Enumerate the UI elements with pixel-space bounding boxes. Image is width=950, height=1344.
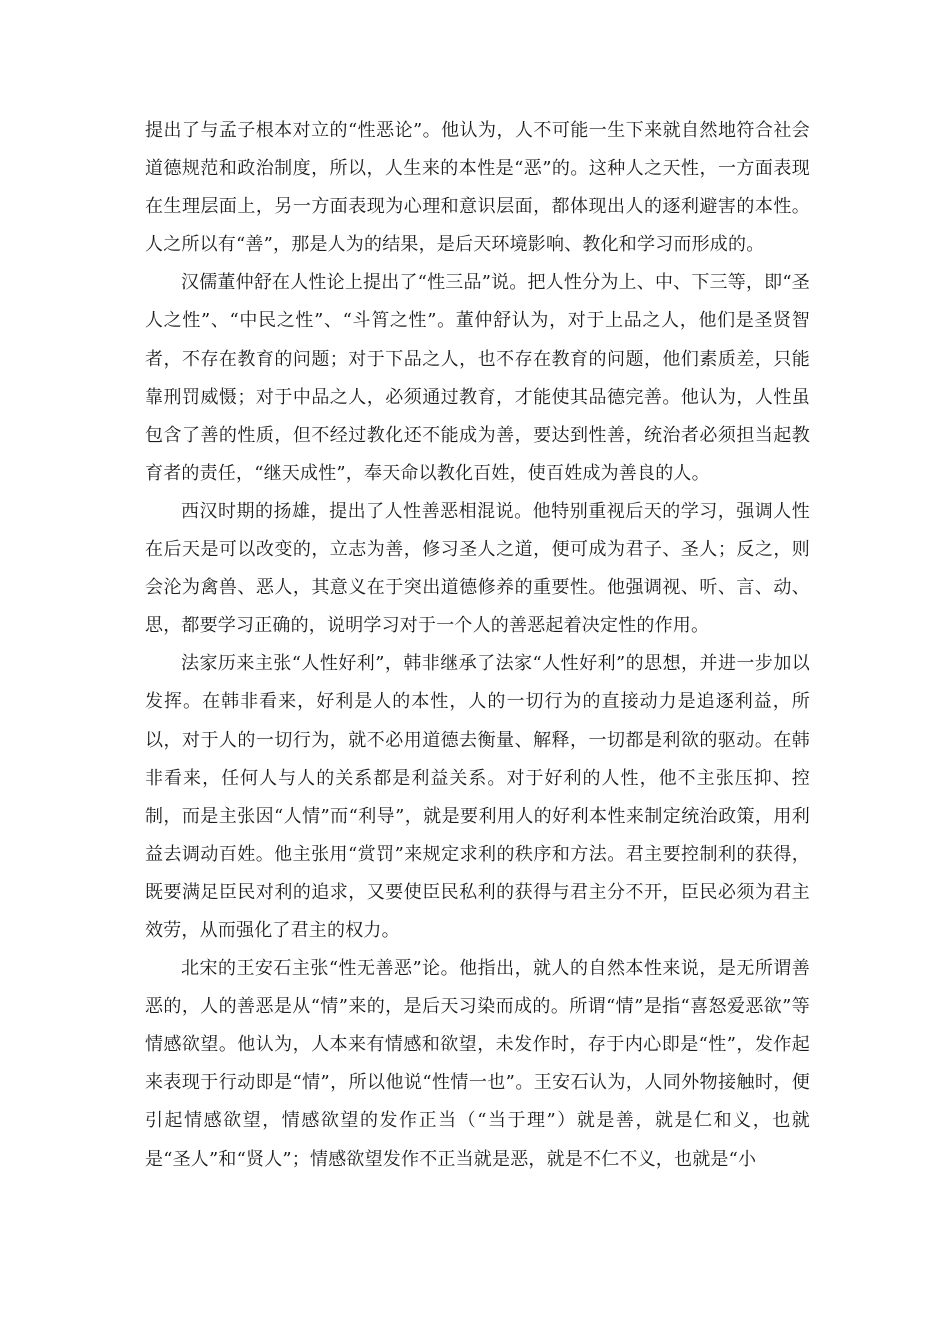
paragraph-xunzi-evil-nature: 提出了与孟子根本对立的“性恶论”。他认为，人不可能一生下来就自然地符合社会道德规范和政治制度，所以，人生来的本性是“恶”的。这种人之天性，一方面表现在生理层面上，另一方面表现为心理和意识层面，都体现出人的逐利避害的本性。人之所以有“善”，那是人为的结果，是后天环境影响、教化和学习而形成的。: [145, 120, 810, 256]
paragraph-wang-anshi: 北宋的王安石主张“性无善恶”论。他指出，就人的自然本性来说，是无所谓善恶的，人的善恶是从“情”来的，是后天习染而成的。所谓“情”是指“喜怒爱恶欲”等情感欲望。他认为，人本来有情感和欲望，未发作时，存于内心即是“性”，发作起来表现于行动即是“情”，所以他说“性情一也”。王安石认为，人同外物接触时，便引起情感欲望，情感欲望的发作正当（“当于理”）就是善，就是仁和义，也就是“圣人”和“贤人”；情感欲望发作不正当就是恶，就是不仁不义，也就是“小: [145, 958, 810, 1170]
document-page: [145, 112, 810, 1179]
paragraph-han-fei: 法家历来主张“人性好利”，韩非继承了法家“人性好利”的思想，并进一步加以发挥。在韩非看来，好利是人的本性，人的一切行为的直接动力是追逐利益，所以，对于人的一切行为，就不必用道德去衡量、解释，一切都是利欲的驱动。在韩非看来，任何人与人的关系都是利益关系。对于好利的人性，他不主张压抑、控制，而是主张因“人情”而“利导”，就是要利用人的好利本性来制定统治政策，用利益去调动百姓。他主张用“赏罚”来规定求利的秩序和方法。君主要控制利的获得，既要满足臣民对利的追求，又要使臣民私利的获得与君主分不开，臣民必须为君主效劳，从而强化了君主的权力。: [145, 653, 810, 941]
paragraph-dong-zhongshu: 汉儒董仲舒在人性论上提出了“性三品”说。把人性分为上、中、下三等，即“圣人之性”、“中民之性”、“斗筲之性”。董仲舒认为，对于上品之人，他们是圣贤智者，不存在教育的问题；对于下品之人，也不存在教育的问题，他们素质差，只能靠刑罚威慑；对于中品之人，必须通过教育，才能使其品德完善。他认为，人性虽包含了善的性质，但不经过教化还不能成为善，要达到性善，统治者必须担当起教育者的责任，“继天成性”，奉天命以教化百姓，使百姓成为善良的人。: [145, 272, 810, 484]
paragraph-yang-xiong: 西汉时期的扬雄，提出了人性善恶相混说。他特别重视后天的学习，强调人性在后天是可以改变的，立志为善，修习圣人之道，便可成为君子、圣人；反之，则会沦为禽兽、恶人，其意义在于突出道德修养的重要性。他强调视、听、言、动、思，都要学习正确的，说明学习对于一个人的善恶起着决定性的作用。: [145, 500, 810, 637]
